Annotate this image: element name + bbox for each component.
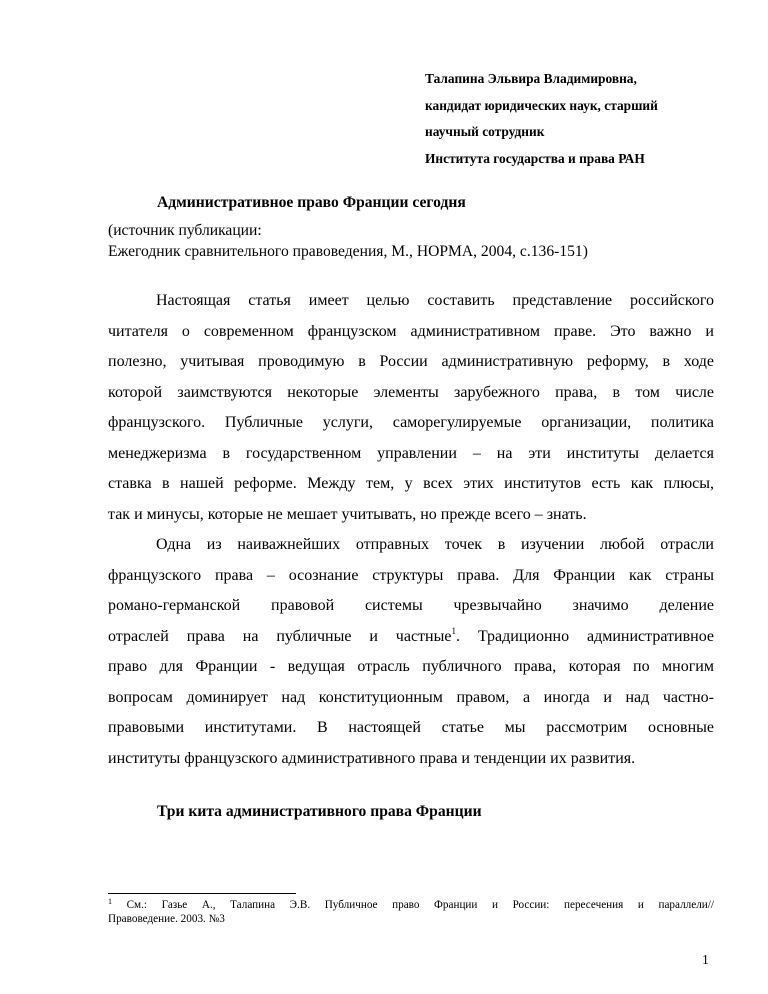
author-degree: кандидат юридических наук, старший	[425, 97, 658, 113]
text-line: романо-германской правовой системы чрезвычайно значимо деление	[108, 597, 714, 614]
source-line: Ежегодник сравнительного правоведения, М., НОРМА, 2004, с.136-151)	[108, 242, 588, 260]
footnote-text: См.: Газье А., Талапина Э.В. Публичное право Франции и России: пересечения и параллели//	[126, 899, 714, 911]
text-line: институты французского административного права и тенденции их развития.	[108, 749, 636, 767]
publication-source	[108, 221, 588, 262]
text-line: Одна из наиважнейших отправных точек в изучении любой отрасли	[156, 536, 714, 553]
text-line: читателя о современном французском административном праве. Это важно и	[108, 322, 714, 340]
footnote-ref[interactable]: 1	[451, 625, 456, 636]
text-line: французского. Публичные услуги, саморегулируемые организации, политика	[108, 414, 714, 431]
text-line: которой заимствуются некоторые элементы зарубежного права, в том числе	[108, 383, 714, 401]
text-line: правовыми институтами. В настоящей статье мы рассмотрим основные	[108, 719, 714, 736]
article-body	[108, 286, 714, 774]
footnote-number: 1	[108, 897, 112, 906]
author-position: научный сотрудник	[425, 124, 545, 140]
text-fragment: . Традиционно административное	[455, 627, 715, 645]
paragraph-1	[108, 286, 714, 530]
author-name: Талапина Эльвира Владимировна,	[425, 71, 637, 86]
text-line: ставка в нашей реформе. Между тем, у всех этих институтов есть как плюсы,	[108, 475, 714, 492]
footnote-line: Правоведение. 2003. №3	[108, 913, 225, 926]
footnote-divider	[108, 893, 296, 894]
text-fragment: отраслей права на публичные и частные	[108, 627, 452, 645]
author-institution: Института государства и права РАН	[425, 151, 645, 167]
text-line: Настоящая статья имеет целью составить представление российского	[156, 292, 714, 309]
text-line: полезно, учитывая проводимую в России административную реформу, в ходе	[108, 353, 714, 370]
text-line: так и минусы, которые не мешает учитывать, но прежде всего – знать.	[108, 505, 587, 523]
article-title: Административное право Франции сегодня	[157, 194, 466, 211]
page-number: 1	[702, 952, 709, 967]
text-line: вопросам доминирует над конституционным правом, а иногда и над частно-	[108, 688, 714, 706]
footnote	[108, 898, 714, 927]
author-block	[425, 66, 745, 173]
source-line: (источник публикации:	[108, 222, 262, 239]
section-heading: Три кита административного права Франции	[157, 803, 482, 820]
text-line	[108, 622, 714, 653]
footnote-line	[108, 898, 714, 912]
text-line: французского права – осознание структуры права. Для Франции как страны	[108, 566, 714, 584]
paragraph-2	[108, 530, 714, 774]
text-line: менеджеризма в государственном управлении – на эти институты делается	[108, 444, 714, 462]
text-line: право для Франции - ведущая отрасль публичного права, которая по многим	[108, 658, 714, 675]
